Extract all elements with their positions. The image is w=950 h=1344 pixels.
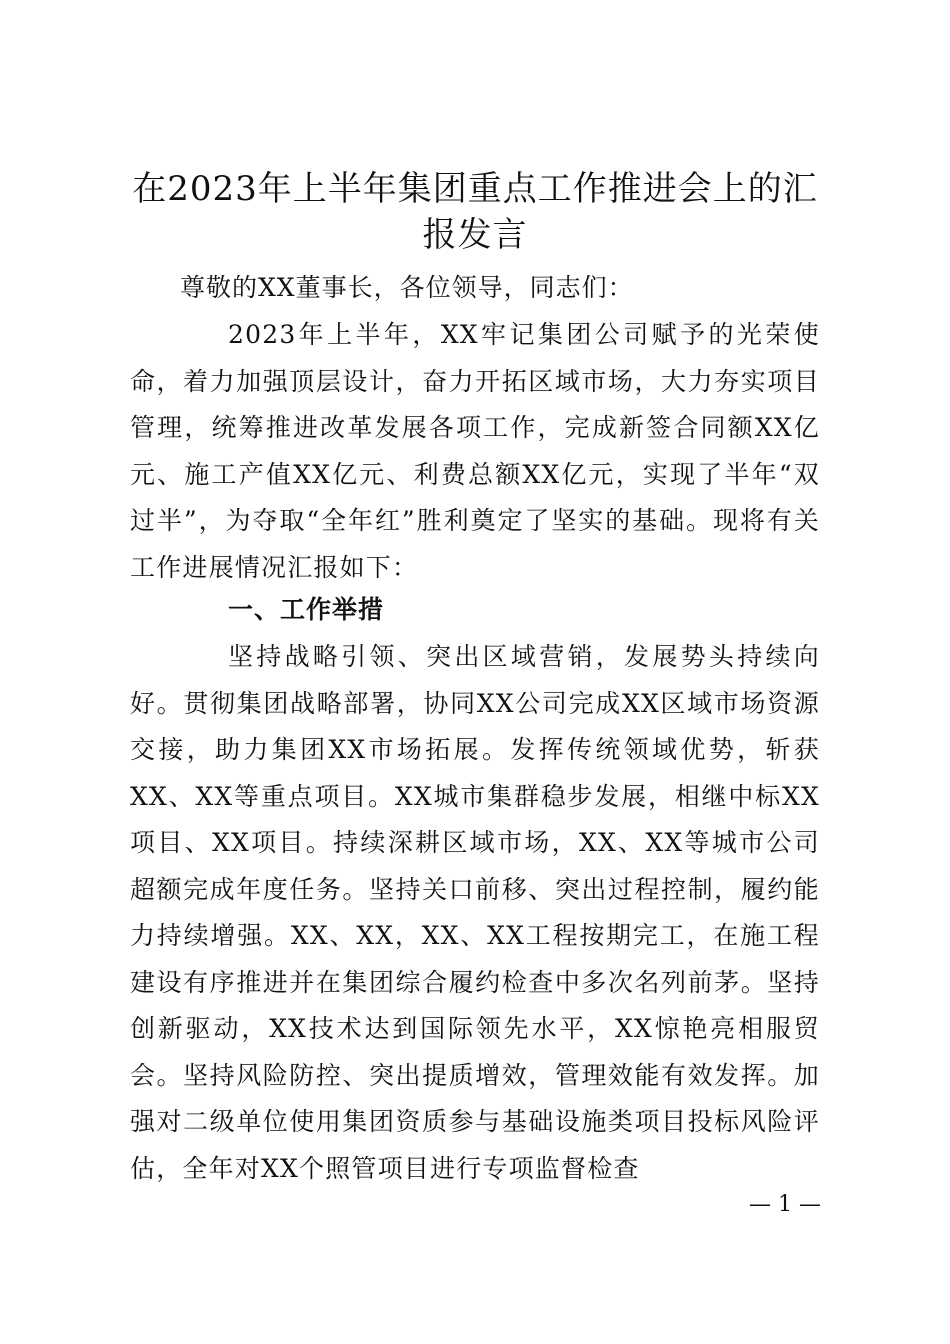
measures-paragraph: 坚持战略引领、突出区域营销，发展势头持续向好。贯彻集团战略部署，协同XX公司完成XX区域市场资源交接，助力集团XX市场拓展。发挥传统领域优势，斩获XX、XX等重点项目。XX城市集群稳步发展，相继中标XX项目、XX项目。持续深耕区域市场，XX、XX等城市公司超额完成年度任务。坚持关口前移、突出过程控制，履约能力持续增强。XX、XX，XX、XX工程按期完工，在施工程建设有序推进并在集团综合履约检查中多次名列前茅。坚持创新驱动，XX技术达到国际领先水平，XX惊艳亮相服贸会。坚持风险防控、突出提质增效，管理效能有效发挥。加强对二级单位使用集团资质参与基础设施类项目投标风险评估，全年对XX个照管项目进行专项监督检查 <box>130 642 820 1183</box>
intro-paragraph: 2023年上半年，XX牢记集团公司赋予的光荣使命，着力加强顶层设计，奋力开拓区域市场，大力夯实项目管理，统筹推进改革发展各项工作，完成新签合同额XX亿元、施工产值XX亿元、利费总额XX亿元，实现了半年“双过半”，为夺取“全年红”胜利奠定了坚实的基础。现将有关工作进展情况汇报如下： <box>130 320 820 582</box>
document-title: 在2023年上半年集团重点工作推进会上的汇报发言 <box>132 169 818 255</box>
salutation: 尊敬的XX董事长，各位领导，同志们： <box>180 273 634 302</box>
section-heading: 一、工作举措 <box>228 595 385 624</box>
page-number: — 1 — <box>749 1192 821 1217</box>
